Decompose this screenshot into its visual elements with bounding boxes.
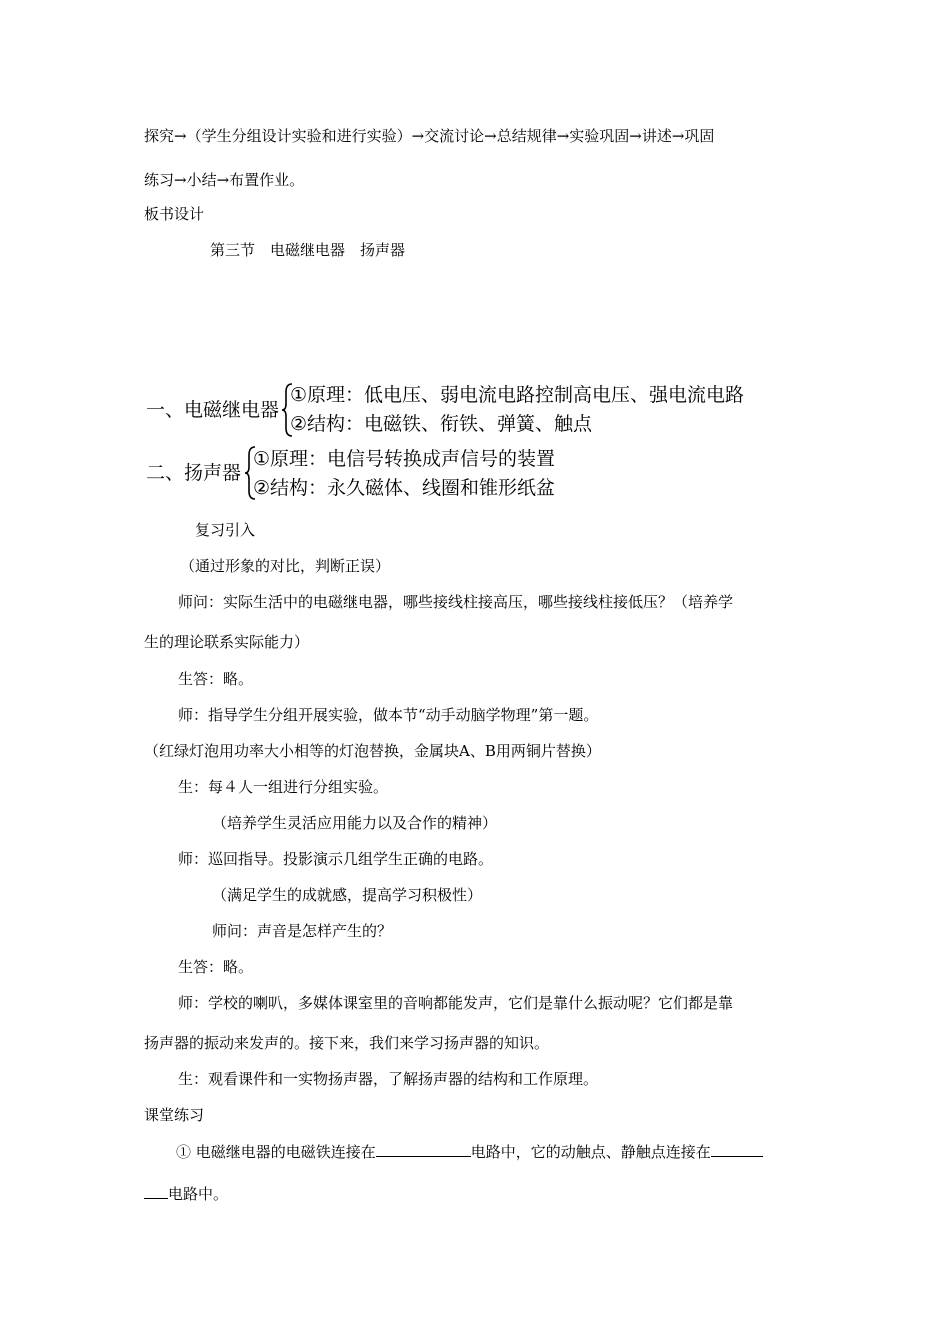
- exercise-question-1: [176, 1141, 763, 1162]
- text-line-1: 探究→（学生分组设计实验和进行实验）→交流讨论→总结规律→实验巩固→讲述→巩固: [144, 127, 715, 145]
- body-paragraph-3a: 师问：实际生活中的电磁继电器，哪些接线柱接高压，哪些接线柱接低压？（培养学: [178, 593, 734, 611]
- body-paragraph-14: 生：观看课件和一实物扬声器，了解扬声器的结构和工作原理。: [178, 1070, 599, 1088]
- answer-blank-2b[interactable]: [144, 1183, 168, 1199]
- body-paragraph-2: （通过形象的对比，判断正误）: [180, 557, 391, 575]
- section-heading-classroom-exercise: 课堂练习: [144, 1106, 205, 1124]
- exercise-q1-part-b: 电路中，它的动触点、静触点连接在: [470, 1143, 711, 1161]
- board-section2-title: 二、扬声器: [146, 462, 242, 484]
- body-paragraph-6: （红绿灯泡用功率大小相等的灯泡替换，金属块A、B用两铜片替换）: [144, 742, 601, 760]
- body-paragraph-13a: 师：学校的喇叭，多媒体课室里的音响都能发声，它们是靠什么振动呢？它们都是靠: [178, 994, 734, 1012]
- body-paragraph-4: 生答：略。: [178, 670, 254, 688]
- board-title: 第三节 电磁继电器 扬声器: [210, 241, 406, 259]
- section-heading-board-design: 板书设计: [144, 205, 205, 223]
- board-section1-structure: ②结构：电磁铁、衔铁、弹簧、触点: [290, 413, 593, 435]
- answer-blank-2a[interactable]: [711, 1141, 763, 1157]
- board-section2-structure: ②结构：永久磁体、线圈和锥形纸盆: [253, 477, 556, 499]
- board-section1-principle: ①原理：低电压、弱电流电路控制高电压、强电流电路: [290, 384, 745, 406]
- exercise-question-1-cont: [144, 1183, 228, 1204]
- body-paragraph-3b: 生的理论联系实际能力）: [144, 633, 310, 651]
- exercise-q1-part-a: ① 电磁继电器的电磁铁连接在: [176, 1143, 376, 1161]
- text-line-2: 练习→小结→布置作业。: [144, 171, 305, 189]
- answer-blank-1[interactable]: [376, 1141, 471, 1157]
- body-paragraph-13b: 扬声器的振动来发声的。接下来，我们来学习扬声器的知识。: [144, 1034, 550, 1052]
- body-paragraph-review-intro: 复习引入: [195, 521, 256, 539]
- body-paragraph-10: （满足学生的成就感，提高学习积极性）: [212, 886, 483, 904]
- body-paragraph-8: （培养学生灵活应用能力以及合作的精神）: [212, 814, 498, 832]
- board-section1-title: 一、电磁继电器: [146, 399, 280, 421]
- exercise-q1-part-c: 电路中。: [168, 1185, 229, 1203]
- body-paragraph-12: 生答：略。: [178, 958, 254, 976]
- body-paragraph-11: 师问：声音是怎样产生的？: [212, 922, 393, 940]
- body-paragraph-7: 生：每４人一组进行分组实验。: [178, 778, 389, 796]
- body-paragraph-5: 师：指导学生分组开展实验，做本节“动手动脑学物理”第一题。: [178, 706, 599, 724]
- board-section2-principle: ①原理：电信号转换成声信号的装置: [253, 448, 556, 470]
- body-paragraph-9: 师：巡回指导。投影演示几组学生正确的电路。: [178, 850, 494, 868]
